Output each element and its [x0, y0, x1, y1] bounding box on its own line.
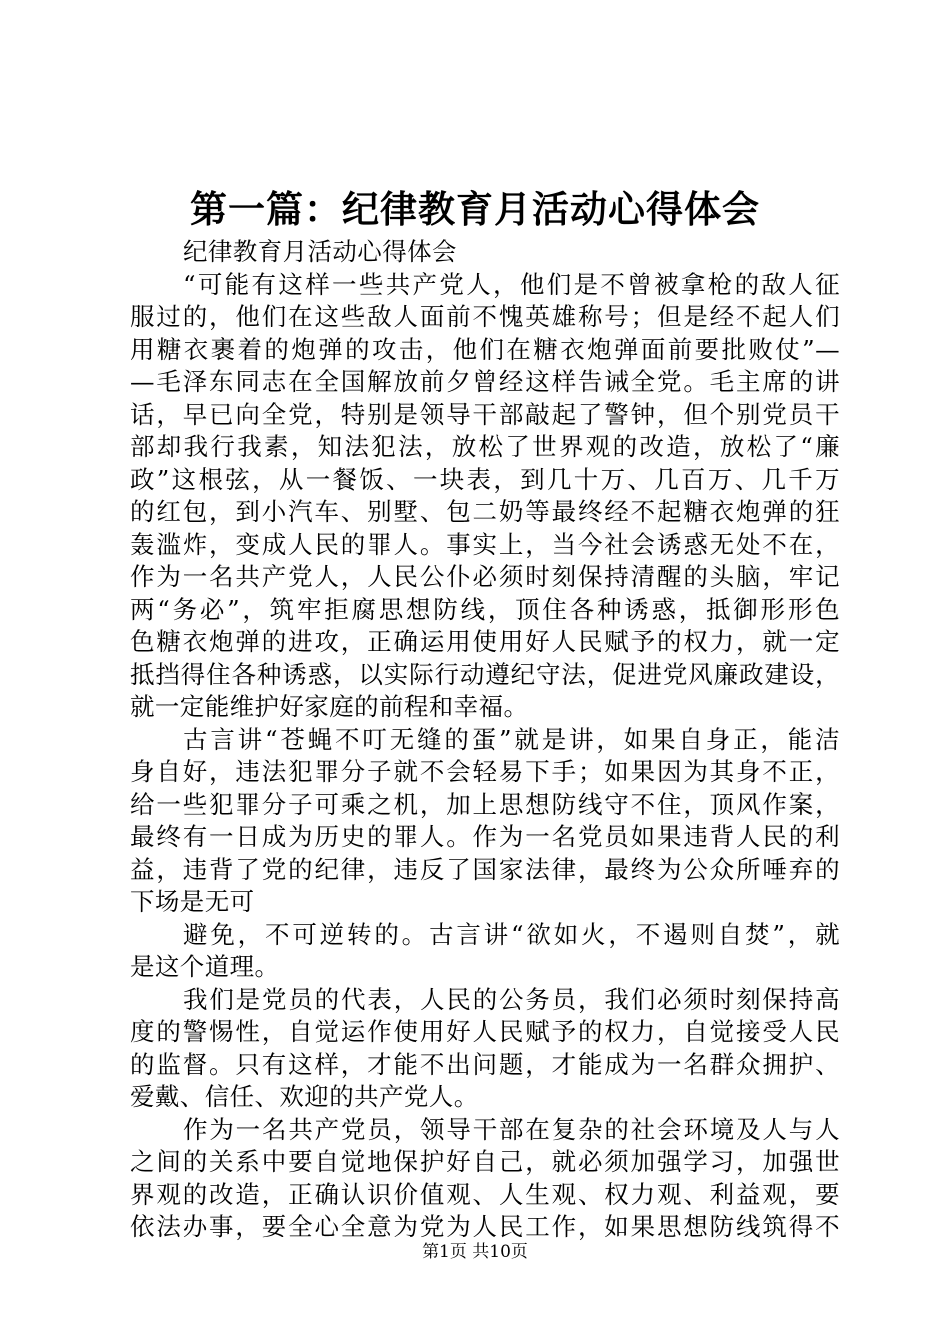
text-line: 益，违背了党的纪律，违反了国家法律，最终为公众所唾弃的: [130, 854, 840, 884]
text-line: “可能有这样一些共产党人，他们是不曾被拿枪的敌人征: [183, 269, 840, 299]
text-line: 话，早已向全党，特别是领导干部敲起了警钟，但个别党员干: [130, 399, 840, 429]
text-line: 服过的，他们在这些敌人面前不愧英雄称号；但是经不起人们: [130, 302, 840, 331]
document-body: [130, 236, 840, 1244]
text-line: 古言讲“苍蝇不叮无缝的蛋”就是讲，如果自身正，能洁: [183, 724, 840, 754]
text-line: 部却我行我素，知法犯法，放松了世界观的改造，放松了“廉: [130, 432, 840, 461]
text-line: 两“务必”，筑牢拒腐思想防线，顶住各种诱惑，抵御形形色: [130, 594, 840, 624]
text-line: —毛泽东同志在全国解放前夕曾经这样告诫全党。毛主席的讲: [130, 367, 840, 396]
text-line: 的监督。只有这样，才能不出问题，才能成为一名群众拥护、: [130, 1049, 840, 1079]
text-line: 作为一名共产党人，人民公仆必须时刻保持清醒的头脑，牢记: [130, 562, 840, 591]
text-line: 就一定能维护好家庭的前程和幸福。: [130, 692, 529, 721]
text-line: 度的警惕性，自觉运作使用好人民赋予的权力，自觉接受人民: [130, 1017, 840, 1046]
text-line: 纪律教育月活动心得体会: [183, 237, 457, 266]
document-title: 第一篇：纪律教育月活动心得体会: [190, 187, 760, 231]
text-line: 作为一名共产党员，领导干部在复杂的社会环境及人与人: [183, 1114, 840, 1144]
text-line: 避免，不可逆转的。古言讲“欲如火，不遏则自焚”，就: [183, 919, 840, 949]
text-line: 之间的关系中要自觉地保护好自己，就必须加强学习，加强世: [130, 1147, 840, 1176]
text-line: 爱戴、信任、欢迎的共产党人。: [130, 1082, 479, 1111]
text-line: 色糖衣炮弹的进攻，正确运用使用好人民赋予的权力，就一定: [130, 627, 840, 656]
text-line: 用糖衣裹着的炮弹的攻击，他们在糖衣炮弹面前要批败仗”—: [130, 334, 840, 364]
text-line: 是这个道理。: [130, 952, 280, 981]
text-line: 轰滥炸，变成人民的罪人。事实上，当今社会诱惑无处不在，: [130, 529, 840, 559]
text-line: 最终有一日成为历史的罪人。作为一名党员如果违背人民的利: [130, 822, 840, 851]
text-line: 的红包，到小汽车、别墅、包二奶等最终经不起糖衣炮弹的狂: [130, 497, 840, 526]
text-line: 身自好，违法犯罪分子就不会轻易下手；如果因为其身不正，: [130, 757, 840, 786]
text-line: 依法办事，要全心全意为党为人民工作，如果思想防线筑得不: [130, 1212, 840, 1241]
text-line: 政”这根弦，从一餐饭、一块表，到几十万、几百万、几千万: [130, 464, 840, 494]
text-line: 给一些犯罪分子可乘之机，加上思想防线守不住，顶风作案，: [130, 789, 840, 819]
text-line: 我们是党员的代表，人民的公务员，我们必须时刻保持高: [183, 984, 840, 1014]
text-line: 界观的改造，正确认识价值观、人生观、权力观、利益观，要: [130, 1179, 840, 1209]
text-line: 抵挡得住各种诱惑，以实际行动遵纪守法，促进党风廉政建设，: [130, 659, 840, 689]
text-line: 下场是无可: [130, 887, 255, 916]
page-footer: 第1页 共10页: [422, 1242, 528, 1262]
